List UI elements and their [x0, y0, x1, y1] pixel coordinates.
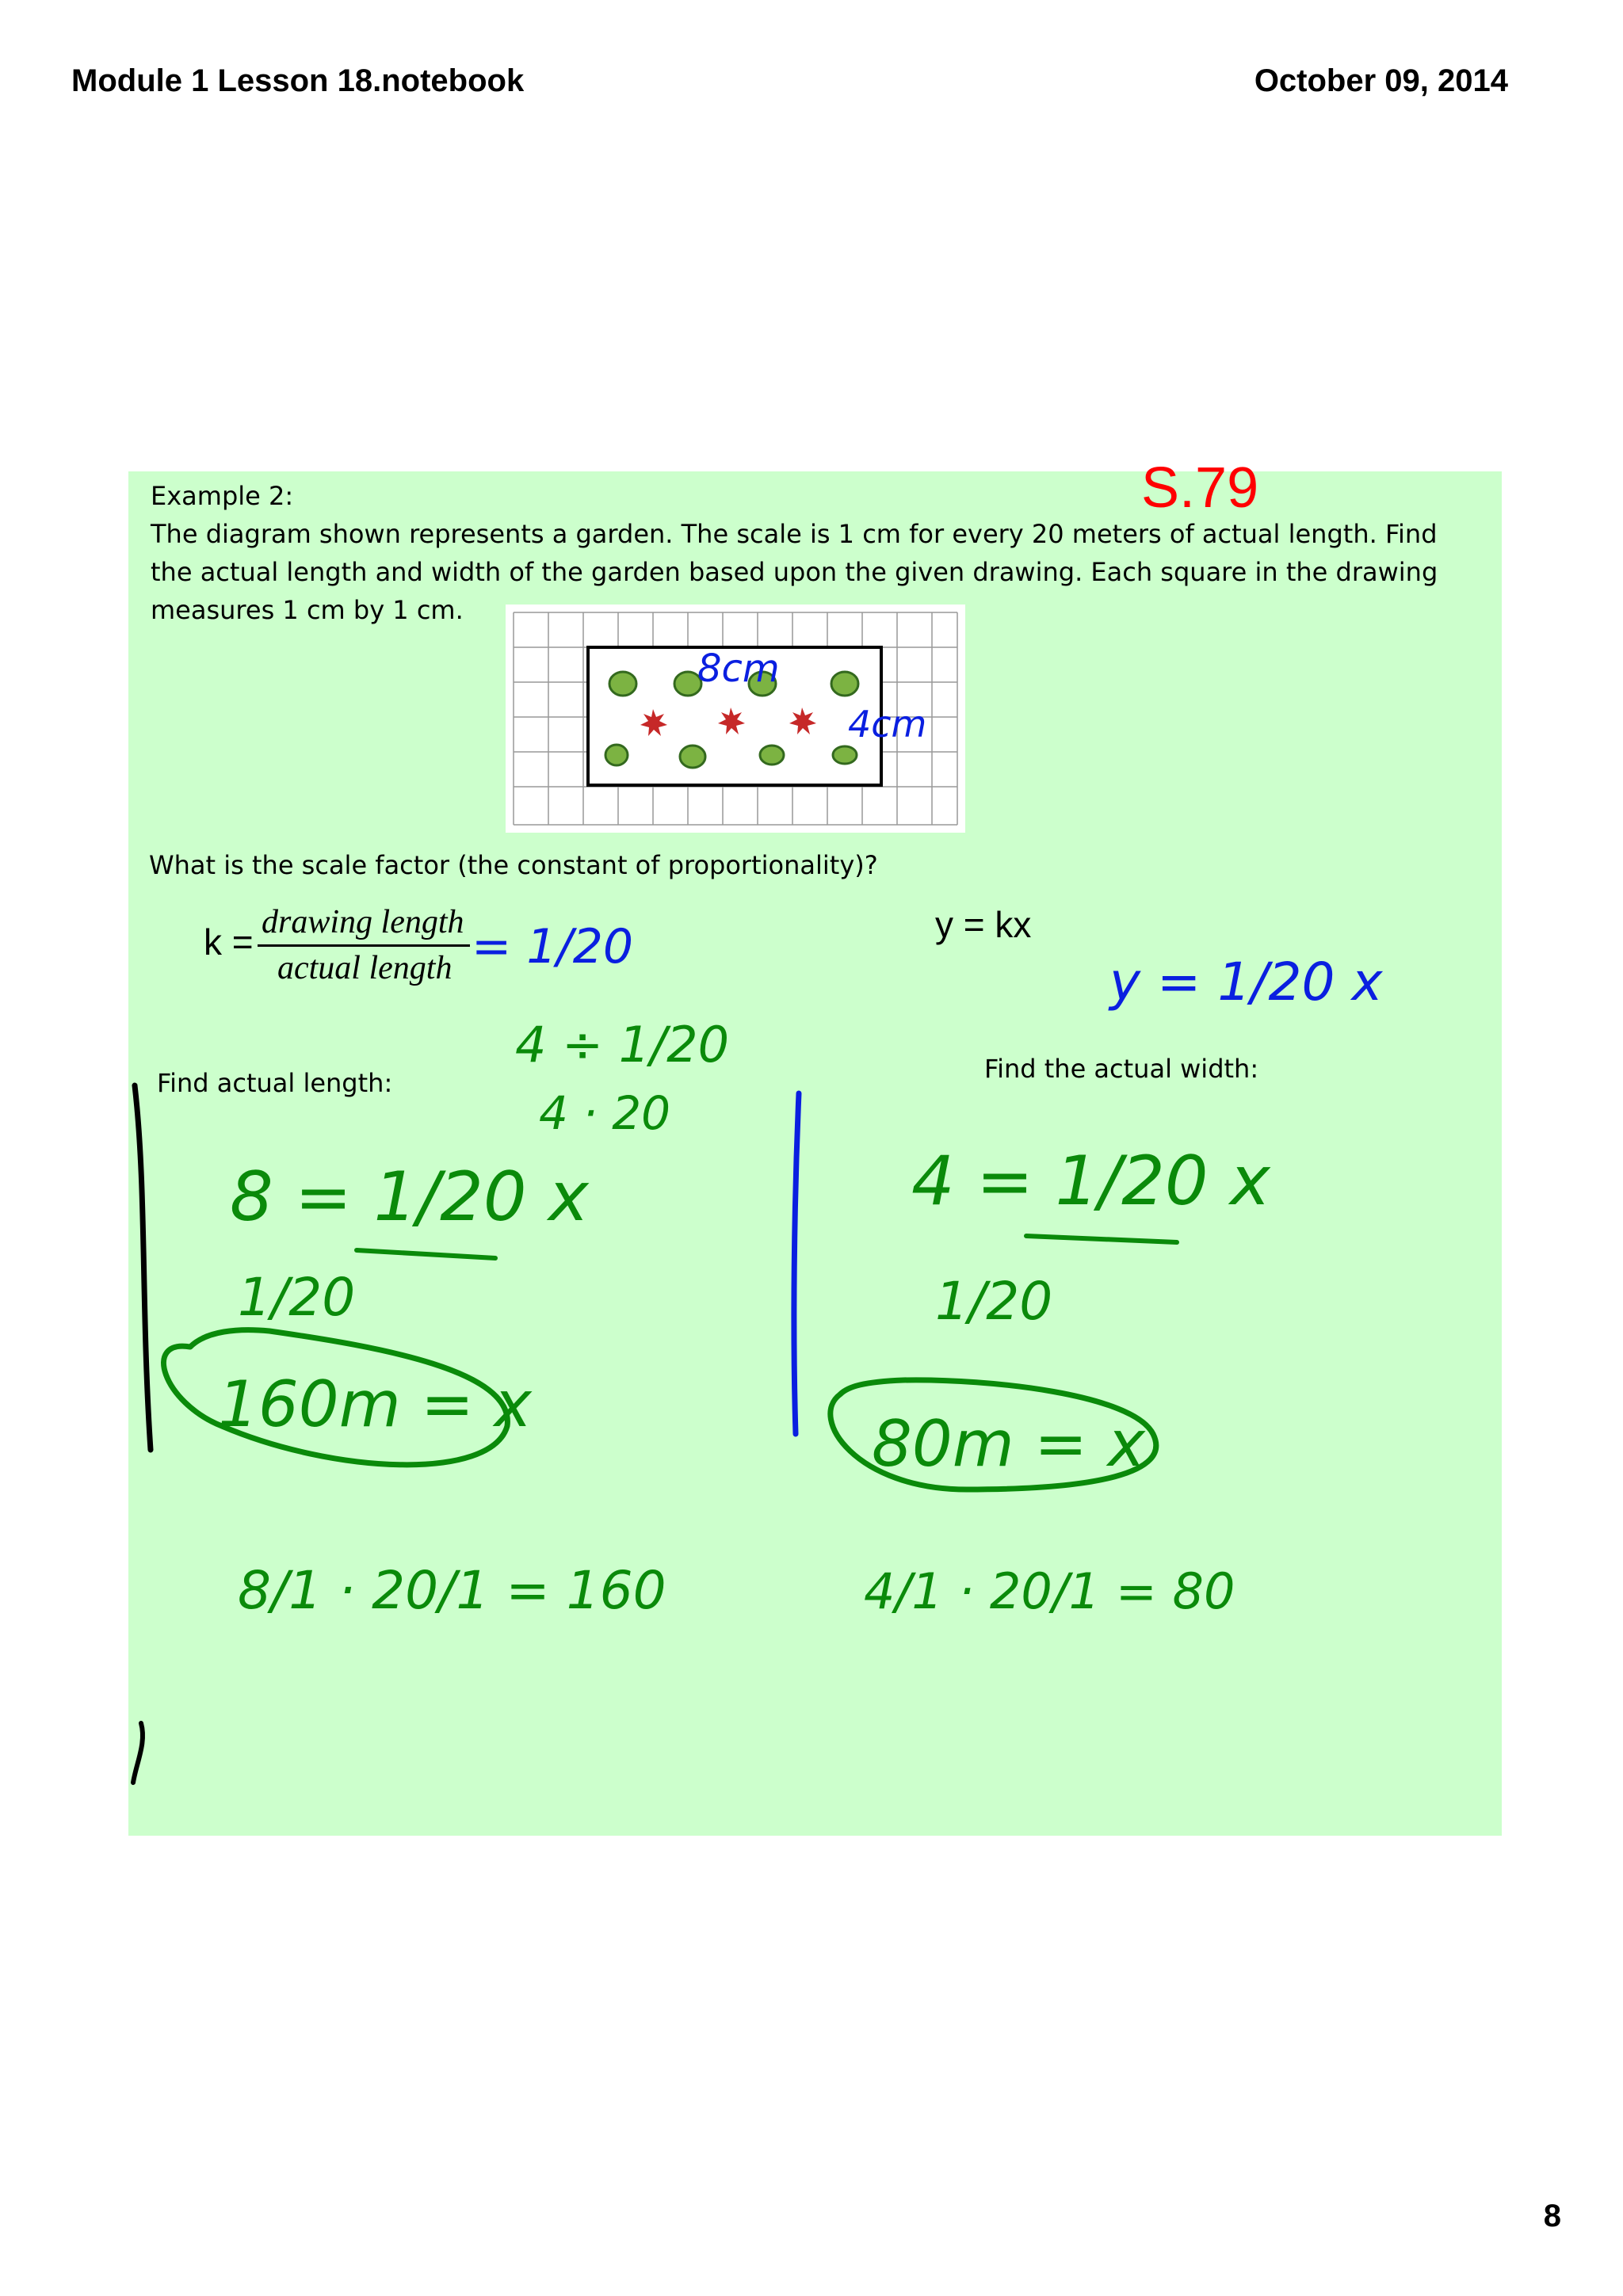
hw-length-equation: 8 = 1/20 x [230, 1158, 589, 1237]
hw-width-check: 4/1 · 20/1 = 80 [864, 1562, 1235, 1620]
hw-diagram-width: 4cm [848, 703, 927, 746]
divider-line [794, 1093, 799, 1434]
document-title: Module 1 Lesson 18.notebook [71, 63, 525, 98]
hw-length-divisor: 1/20 [238, 1267, 356, 1328]
page-reference: S.79 [1141, 456, 1259, 520]
scale-factor-question: What is the scale factor (the constant of proportionality)? [149, 850, 878, 880]
proportion-equation: y = kx [935, 904, 1032, 945]
hw-width-equation: 4 = 1/20 x [911, 1142, 1270, 1221]
hw-width-divisor: 1/20 [935, 1271, 1053, 1332]
hw-length-check: 8/1 · 20/1 = 160 [238, 1560, 666, 1621]
hw-side-note-2: 4 · 20 [539, 1086, 671, 1140]
problem-text: The diagram shown represents a garden. The scale is 1 cm for every 20 meters of actual length. Find the actual length and width of the garden based upon the given drawing. Each square in the drawing measures 1 cm by 1 cm. [151, 519, 1438, 625]
hw-equation: y = 1/20 x [1109, 952, 1383, 1013]
hw-k-value: = 1/20 [472, 919, 634, 974]
fraction-numerator: drawing length [262, 904, 464, 940]
k-label: k = [204, 921, 254, 963]
hw-diagram-length: 8cm [697, 646, 780, 691]
hw-side-note-1: 4 ÷ 1/20 [515, 1016, 730, 1074]
length-fraction-bar [357, 1250, 495, 1258]
fraction-denominator: actual length [277, 950, 453, 986]
width-fraction-bar [1026, 1236, 1177, 1242]
document-date: October 09, 2014 [1254, 63, 1508, 98]
hw-length-answer: 160m = x [218, 1367, 532, 1441]
page-number: 8 [1543, 2199, 1561, 2233]
find-length-label: Find actual length: [157, 1068, 393, 1098]
left-margin-line [135, 1085, 151, 1450]
hw-width-answer: 80m = x [872, 1407, 1145, 1481]
left-margin-mark [133, 1723, 143, 1783]
find-width-label: Find the actual width: [984, 1054, 1259, 1084]
example-title: Example 2: [151, 481, 294, 511]
